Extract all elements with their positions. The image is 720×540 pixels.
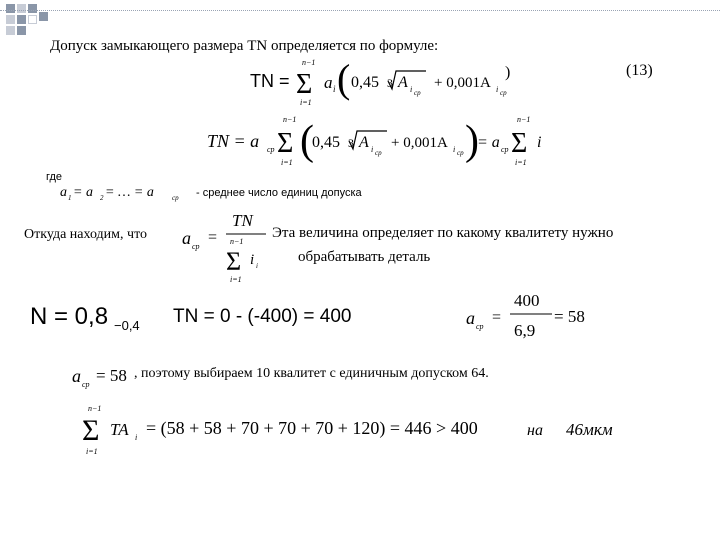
f1-sum-top: n−1: [302, 58, 316, 67]
where-label: где: [46, 171, 63, 183]
f2-paren-left: (: [300, 118, 314, 164]
f2-equals: = a: [477, 134, 500, 151]
facp-den-bottom: i=1: [230, 275, 242, 284]
formula-acp-58: [70, 362, 140, 390]
formula-where: [60, 180, 195, 204]
f2-term3-sub: i: [371, 145, 374, 154]
facpv-num: 400: [514, 291, 540, 310]
formula-tn-2: [207, 112, 557, 172]
f1-term2: 0,45: [351, 74, 379, 91]
formula-number: (13): [626, 62, 653, 79]
f1-term3: A: [398, 74, 408, 91]
formula-tn-value: TN = 0 - (-400) = 400: [173, 306, 352, 327]
fs-na: на: [527, 422, 543, 439]
f2-term3-sub2: ср: [375, 149, 382, 157]
f2-rhs-term: i: [537, 134, 542, 151]
facpv-lhs-sub: ср: [476, 322, 484, 331]
f1-term4-sub2: ср: [500, 89, 507, 97]
quality-text-line2: обрабатывать деталь: [298, 249, 431, 265]
facp-den-top: n−1: [230, 237, 244, 246]
fw-a2: = a: [73, 185, 93, 200]
conclusion-text: , поэтому выбираем 10 квалитет с единичным допуском 64.: [134, 366, 489, 381]
f2-sum-top: n−1: [283, 115, 297, 124]
f1-term1-sub: i: [333, 84, 336, 94]
f1-root-index: 3: [387, 76, 393, 90]
f2-paren-right: ): [465, 118, 479, 164]
fs-value: 46мкм: [566, 420, 613, 439]
f2-rhs-sum-top: n−1: [517, 115, 531, 124]
f1-paren-left: (: [337, 56, 351, 101]
fw-a1-sub: 1: [68, 194, 72, 202]
intro-text: Допуск замыкающего размера TN определяется по формуле:: [50, 38, 439, 54]
facpv-eq: =: [492, 309, 502, 326]
formula-acp-value: [462, 288, 592, 344]
f2-root-index: 3: [348, 136, 354, 150]
f1-term1: a: [324, 73, 333, 92]
f58-lhs: a: [72, 366, 81, 386]
facpv-den: 6,9: [514, 321, 536, 340]
formula-n: [30, 298, 160, 338]
acp-description: - среднее число единиц допуска: [196, 187, 362, 199]
f58-rhs: = 58: [96, 366, 127, 385]
fw-acp: = … = a: [105, 185, 154, 200]
facp-den-sub: i: [256, 262, 258, 270]
fs-expr: = (58 + 58 + 70 + 70 + 70 + 120) = 446 > 400: [146, 418, 478, 438]
f2-term4: + 0,001A: [391, 135, 448, 151]
f1-term3-sub: i: [410, 85, 413, 94]
fs-sum-top: n−1: [88, 404, 102, 413]
f1-sigma: Σ: [296, 69, 313, 100]
f2-rhs-sum-bottom: i=1: [515, 158, 527, 167]
fw-a1: a: [60, 185, 67, 200]
fn-main: N = 0,8: [30, 303, 109, 330]
fs-term: TA: [110, 420, 129, 439]
formula-tn-1: [250, 55, 530, 110]
f2-sigma: Σ: [277, 128, 294, 159]
f58-lhs-sub: ср: [82, 380, 90, 389]
f1-sum-bottom: i=1: [300, 98, 312, 107]
f2-equals-sub: ср: [501, 145, 509, 154]
formula-sum-ta: [82, 402, 642, 460]
fs-term-sub: i: [135, 433, 138, 442]
fw-a2-sub: 2: [100, 194, 104, 202]
f1-paren-right: ): [505, 64, 511, 81]
f2-term4-sub: i: [453, 145, 456, 154]
facp-num: TN: [232, 211, 253, 230]
fw-acp-sub: ср: [172, 194, 179, 202]
f1-term4: + 0,001A: [434, 75, 491, 91]
fn-sub: −0,4: [114, 318, 140, 333]
facpv-lhs: a: [466, 308, 475, 328]
quality-text-line1: Эта величина определяет по какому квалитету нужно: [272, 225, 614, 241]
from-label: Откуда находим, что: [24, 227, 148, 242]
f2-lhs: TN = a: [207, 131, 260, 151]
formula-acp: [178, 208, 268, 288]
f2-sum-bottom: i=1: [281, 158, 293, 167]
f1-term3-sub2: ср: [414, 89, 421, 97]
f1-lhs: TN =: [250, 71, 290, 91]
f2-term3: A: [359, 134, 369, 151]
facp-den-term: i: [250, 252, 255, 268]
f2-term4-sub2: ср: [457, 149, 464, 157]
fs-sum-bottom: i=1: [86, 447, 98, 456]
facpv-result: = 58: [554, 307, 585, 326]
f2-term2: 0,45: [312, 134, 340, 151]
facp-eq: =: [208, 229, 218, 246]
f2-lhs-sub: ср: [267, 145, 275, 154]
facp-lhs-sub: ср: [192, 242, 200, 251]
f2-rhs-sigma: Σ: [511, 128, 528, 159]
facp-lhs: a: [182, 228, 191, 248]
facp-sigma: Σ: [226, 247, 242, 276]
f1-term4-sub: i: [496, 85, 499, 94]
fs-sigma: Σ: [82, 414, 100, 447]
